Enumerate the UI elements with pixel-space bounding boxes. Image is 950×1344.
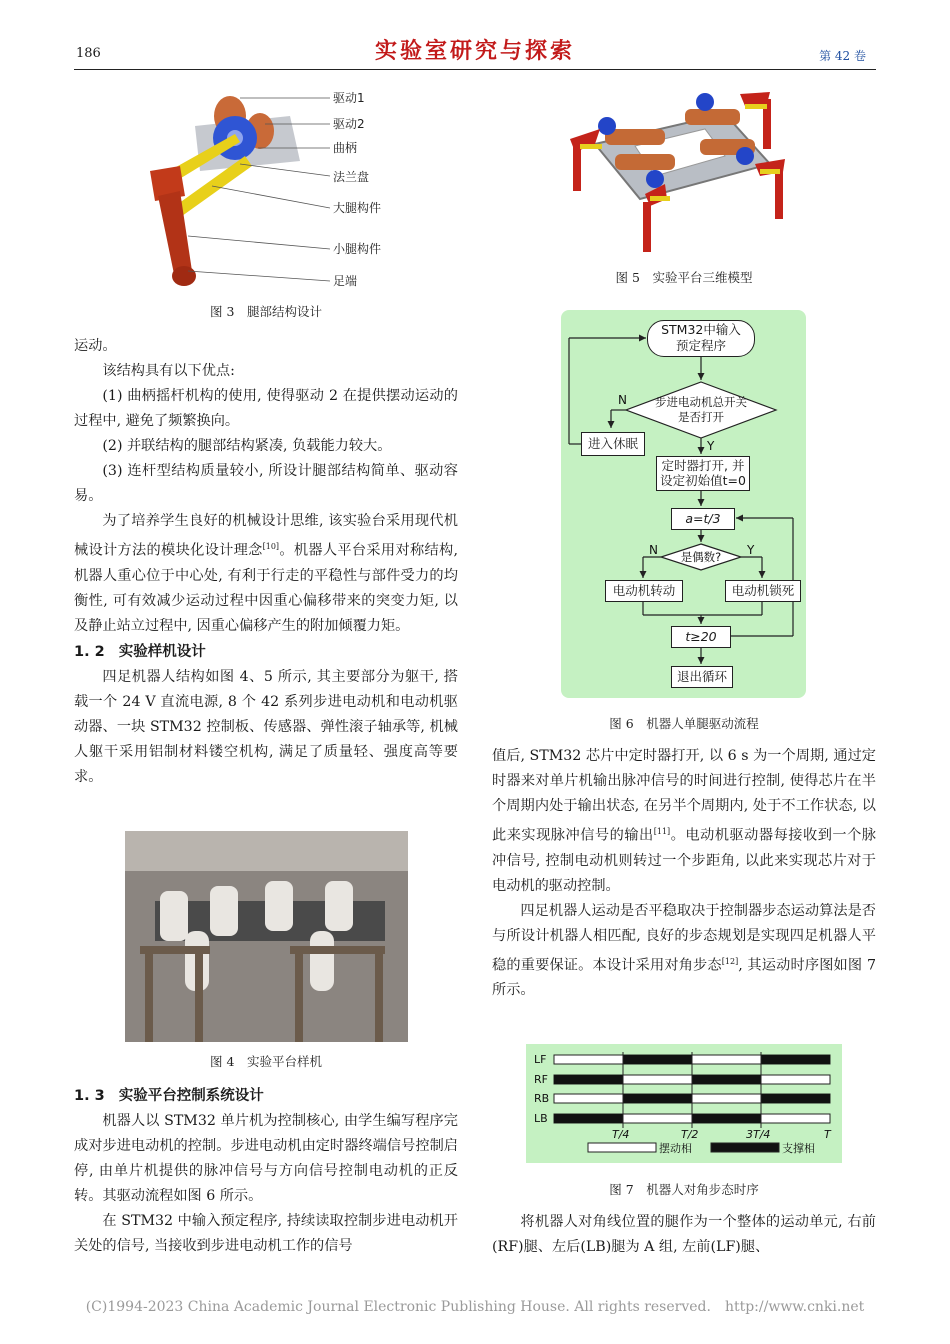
flow-timer-line1: 定时器打开, 并 (661, 458, 745, 473)
gait-row-rf: RF (534, 1073, 548, 1086)
citation-10: [10] (262, 542, 280, 551)
section-1-2-heading (74, 639, 458, 665)
copyright-footer: (C)1994-2023 China Academic Journal Electronic Publishing House. All rights reserved. http://www.cnki.net (85, 1299, 865, 1315)
paragraph-timer-a: 值后, STM32 芯片中定时器打开, 以 6 s 为一个周期, 通过定时器来对单片机输出脉冲信号的时间进行控制, 使得芯片在半个周期内处于输出状态, 在另半个周期内, 处于不工作状态, 以此来实现脉冲信号的输出 (492, 748, 876, 844)
volume-label: 第 42 卷 (819, 49, 866, 63)
flow-label-y2: Y (747, 543, 755, 557)
platform-3d-model (555, 84, 805, 262)
section-1-2-number: 1. 2 (74, 643, 105, 660)
flow-rotate: 电动机转动 (605, 580, 683, 602)
flow-timer (656, 456, 750, 491)
flow-timer-line2: 设定初始值t=0 (660, 473, 746, 488)
gait-tick-quarter: T/4 (612, 1128, 630, 1141)
paragraph-design (74, 509, 458, 639)
paragraph-gait-b: , 其运动时序图如图 7 所示。 (492, 957, 876, 999)
gait-tick-half: T/2 (681, 1128, 699, 1141)
figure-3-caption: 图 3 腿部结构设计 (210, 304, 322, 319)
legend-support-swatch (711, 1143, 779, 1152)
gait-row-lf: LF (534, 1053, 547, 1066)
right-column-lower (492, 1210, 876, 1260)
flow-label-n1: N (618, 393, 627, 407)
prototype-photo-sketch (125, 831, 408, 1042)
fig3-label-crank: 曲柄 (333, 141, 358, 155)
page-number: 186 (76, 46, 101, 61)
paragraph-gait (492, 899, 876, 1004)
journal-title: 实验室研究与探索 (374, 38, 575, 64)
paragraph-control: 机器人以 STM32 单片机为控制核心, 由学生编写程序完成对步进电动机的控制。步进电动机由定时器终端信号控制启停, 由单片机提供的脉冲信号与方向信号控制电动机的正反转。其驱动流程如图 6 所示。 (74, 1113, 458, 1204)
fig3-label-flange: 法兰盘 (333, 170, 370, 184)
fig3-label-foot: 足端 (333, 274, 358, 288)
figure-6-flowchart (561, 310, 806, 698)
legend-support-label: 支撑相 (782, 1142, 815, 1155)
gait-tick-full: T (824, 1128, 831, 1141)
fig3-label-shank: 小腿构件 (333, 242, 382, 256)
paragraph-prototype: 四足机器人结构如图 4、5 所示, 其主要部分为躯干, 搭载一个 24 V 直流电源, 8 个 42 系列步进电动机和电动机驱动器、一块 STM32 控制板、传感器、弹性滚子轴承等, 机械人躯干采用铝制材料镂空机构, 满足了质量轻、强度高等要求。 (74, 668, 458, 785)
section-1-2-title: 实验样机设计 (118, 642, 206, 660)
advantage-2: (2) 并联结构的腿部结构紧凑, 负载能力较大。 (102, 438, 392, 454)
gait-row-lb: LB (534, 1112, 548, 1125)
fig3-label-drive1: 驱动1 (333, 91, 365, 105)
section-1-3-heading (74, 1083, 458, 1109)
advantage-3: (3) 连杆型结构质量较小, 所设计腿部结构简单、驱动容易。 (74, 463, 458, 504)
advantage-1: (1) 曲柄摇杆机构的使用, 使得驱动 2 在提供摆动运动的过程中, 避免了频繁换向。 (74, 388, 458, 429)
header-rule (74, 69, 876, 70)
paragraph-diagonal-groups: 将机器人对角线位置的腿作为一个整体的运动单元, 右前(RF)腿、左后(LB)腿为 A 组, 左前(LF)腿、 (492, 1214, 876, 1255)
figure-7-caption: 图 7 机器人对角步态时序 (609, 1182, 759, 1197)
gait-row-rb: RB (534, 1092, 550, 1105)
figure-5-caption: 图 5 实验平台三维模型 (615, 270, 753, 285)
paragraph-timer-b: 。电动机驱动器每接收到一个脉冲信号, 控制电动机则转过一个步距角, 以此来实现芯片对于电动机的驱动控制。 (492, 827, 876, 894)
leg-structure-diagram (140, 86, 400, 296)
paragraph-stm32: 在 STM32 中输入预定程序, 持续读取控制步进电动机开关处的信号, 当接收到步进电动机工作的信号 (74, 1213, 458, 1254)
right-column (492, 744, 876, 1003)
advantages-intro: 该结构具有以下优点: (102, 363, 235, 379)
paragraph-gait-a: 四足机器人运动是否平稳取决于控制器步态运动算法是否与所设计机器人相匹配, 良好的步态规划是实现四足机器人平稳的重要保证。本设计采用对角步态 (492, 902, 876, 974)
flow-decision-2: 是偶数? (680, 550, 722, 564)
legend-swing-swatch (588, 1143, 656, 1152)
paragraph-timer (492, 744, 876, 899)
figure-4-caption: 图 4 实验平台样机 (210, 1054, 322, 1069)
flow-sleep: 进入休眠 (581, 432, 645, 456)
flow-start (647, 320, 755, 357)
gait-tick-three-quarter: 3T/4 (746, 1128, 771, 1141)
left-column-lower (74, 1083, 458, 1259)
flow-assign: a=t/3 (671, 508, 735, 530)
flow-decision-1-line2: 是否打开 (678, 410, 724, 424)
figure-4-photo (125, 831, 408, 1042)
legend-swing-label: 摆动相 (659, 1142, 692, 1155)
flow-lock: 电动机锁死 (725, 580, 801, 602)
paragraph-continuation: 运动。 (74, 338, 117, 354)
paragraph-design-a: 为了培养学生良好的机械设计思维, 该实验台采用现代机械设计方法的模块化设计理念 (74, 513, 458, 559)
flow-label-n2: N (649, 543, 658, 557)
figure-6-caption: 图 6 机器人单腿驱动流程 (609, 716, 759, 731)
fig3-label-thigh: 大腿构件 (333, 201, 382, 215)
figure-7-gait-chart (526, 1044, 842, 1163)
section-1-3-title: 实验平台控制系统设计 (118, 1087, 264, 1104)
flow-start-line2: 预定程序 (675, 338, 726, 353)
citation-11: [11] (653, 827, 671, 836)
flow-condition: t≥20 (671, 626, 731, 648)
paragraph-design-b: 。机器人平台采用对称结构, 机器人重心位于中心处, 有利于行走的平稳性与部件受力的均衡性, 可有效减少运动过程中因重心偏移带来的突变力矩, 以及静止站立过程中, 因重心偏移产生的附加倾覆力矩。 (74, 542, 458, 634)
section-1-3-number: 1. 3 (74, 1088, 105, 1104)
figure-5 (555, 84, 805, 262)
gait-timing-svg (526, 1044, 842, 1163)
left-column (74, 334, 458, 790)
citation-12: [12] (721, 956, 739, 966)
flow-exit: 退出循环 (671, 666, 733, 688)
flow-label-y1: Y (707, 439, 715, 453)
flow-decision-1-line1: 步进电动机总开关 (655, 395, 747, 409)
fig3-label-drive2: 驱动2 (333, 117, 365, 131)
flow-start-line1: STM32中输入 (661, 322, 741, 337)
figure-3 (140, 86, 400, 296)
